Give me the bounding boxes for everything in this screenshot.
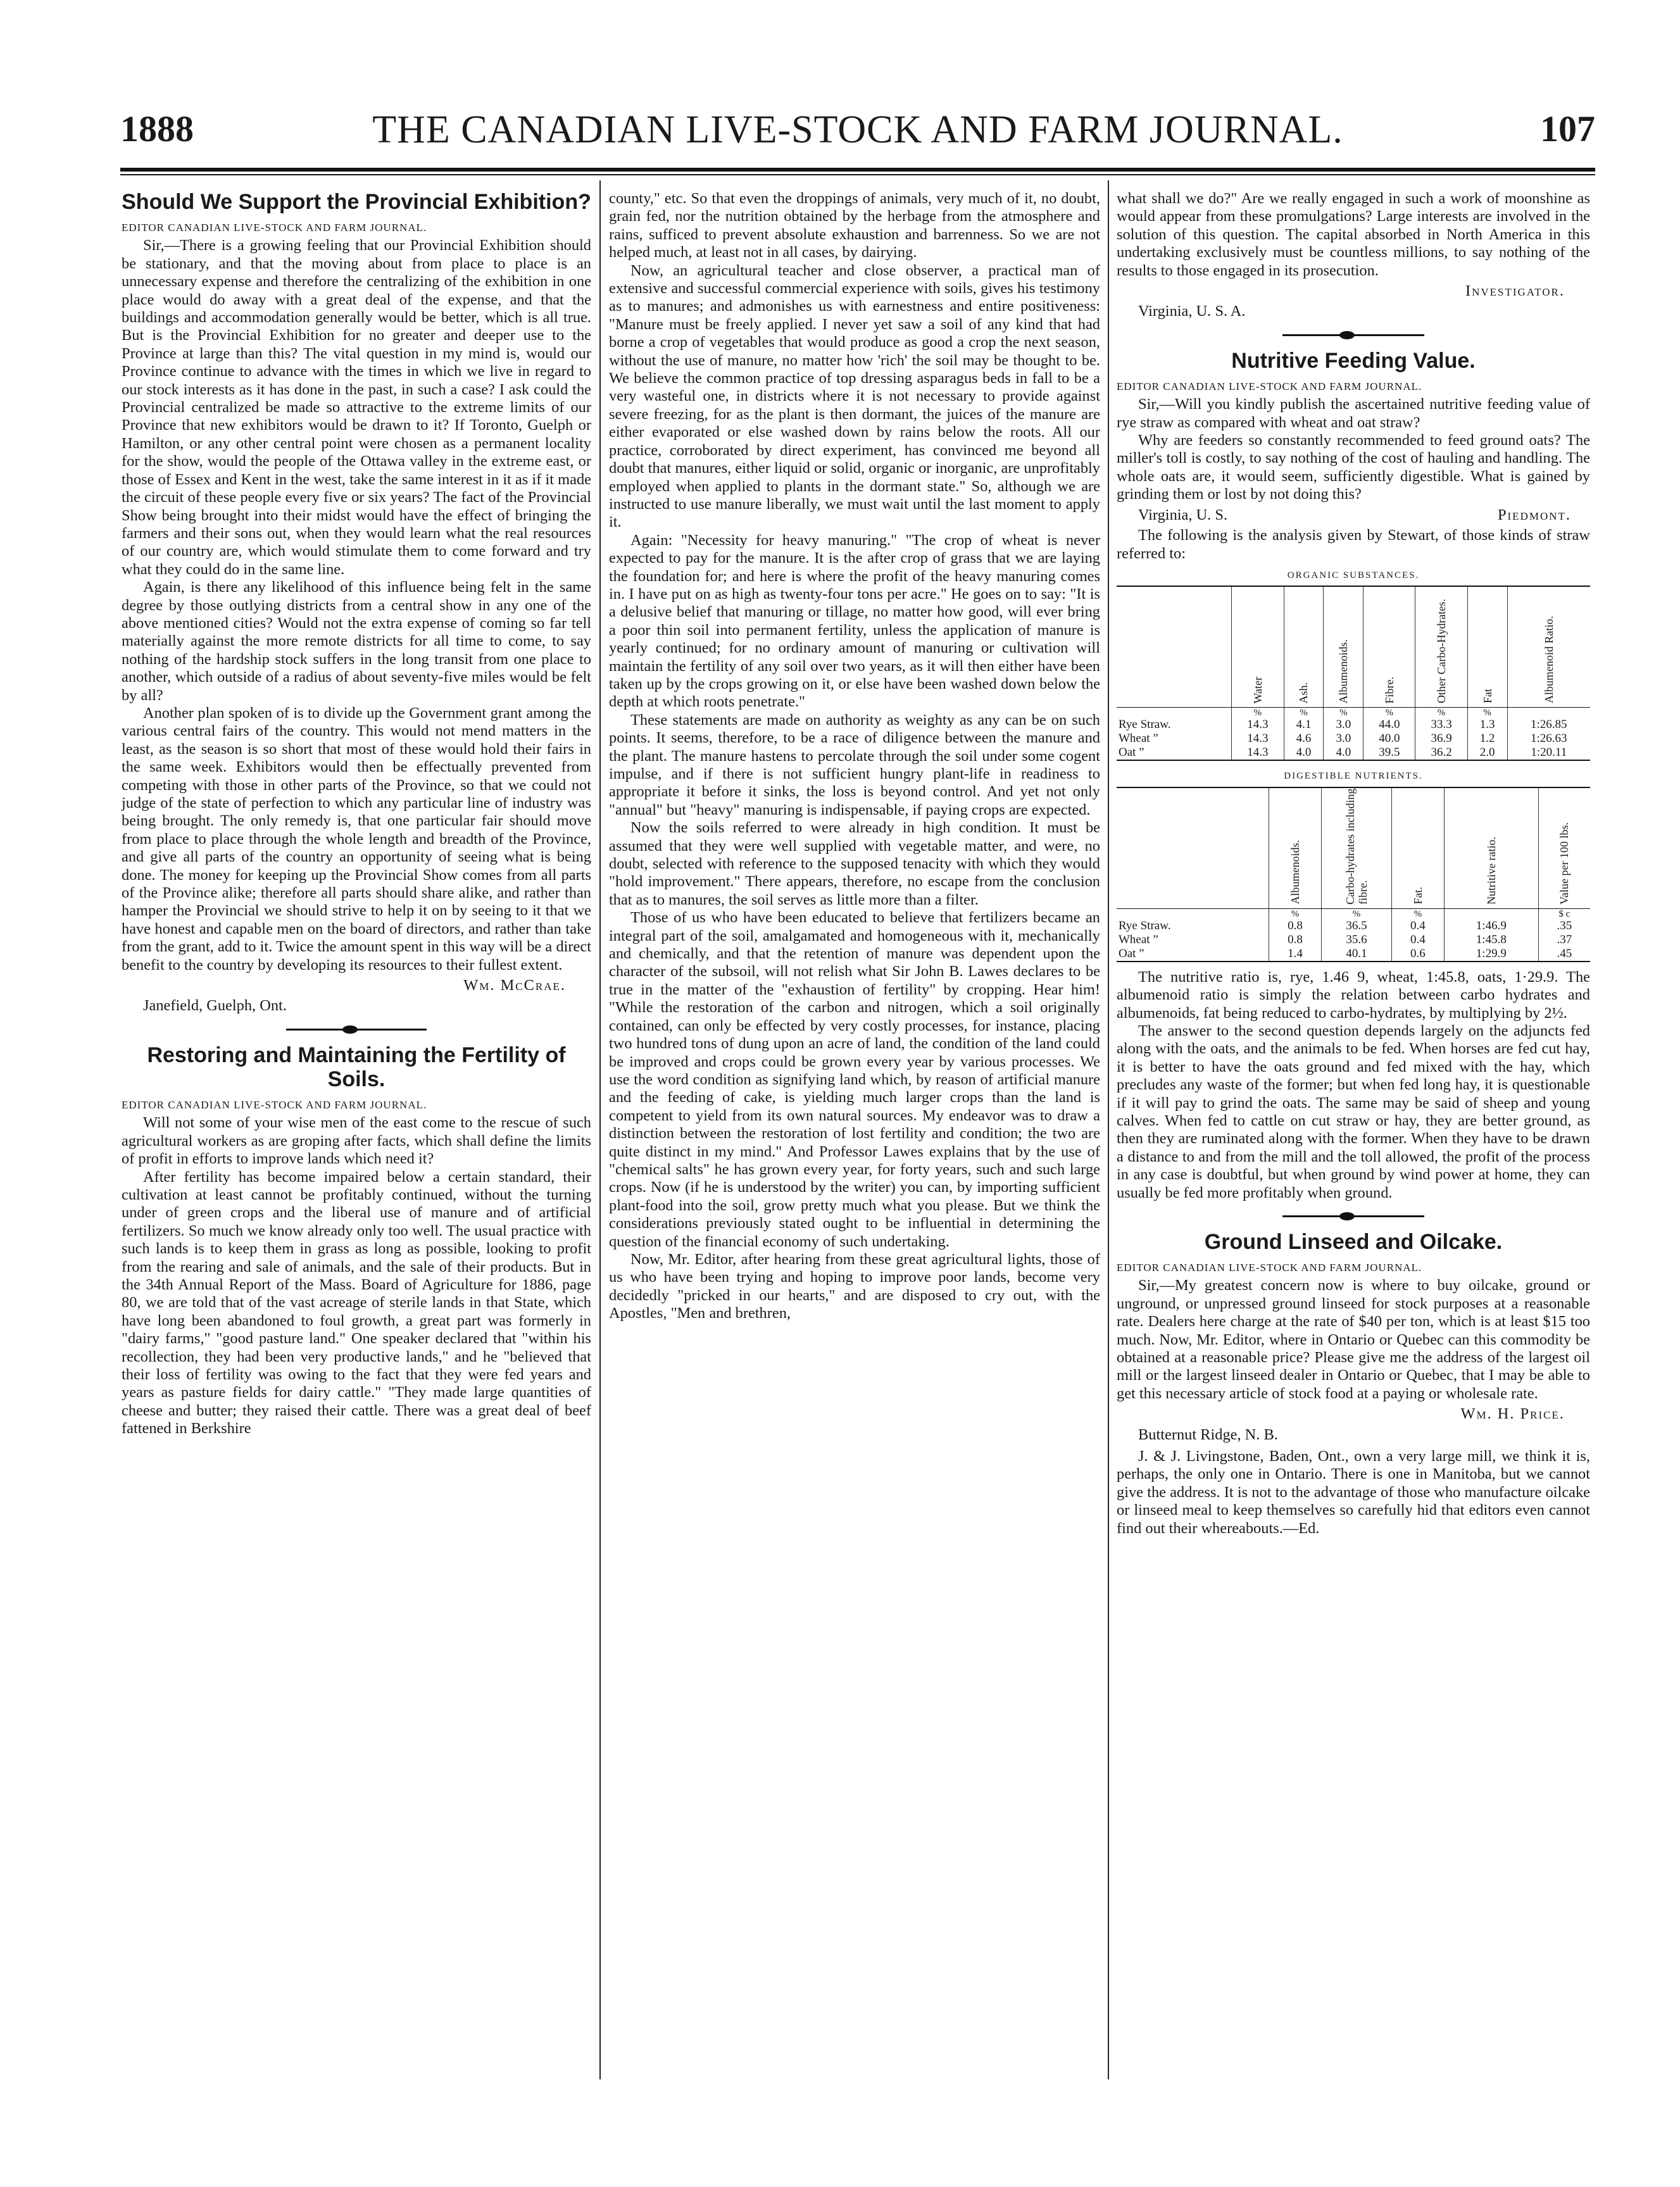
paragraph: Sir,—Will you kindly publish the ascertained nutritive feeding value of rye straw as compared with wheat and oat straw? (1117, 396, 1590, 431)
article-title: Should We Support the Provincial Exhibition? (122, 190, 591, 214)
column-header: Albumenoids. (1269, 787, 1321, 909)
column-header: Other Carbo-Hydrates. (1415, 586, 1467, 708)
paragraph: The following is the analysis given by Stewart, of those kinds of straw referred to: (1117, 527, 1590, 562)
paragraph: Those of us who have been educated to believe that fertilizers became an integral part of the soil, amalgamated and homogeneous with it, mechanically and chemically, and that the retention of manure was dependent upon the character of the subsoil, will not relish what Sir John B. Lawes declares to be true in the matter of the "exhaustion of fertility" by cropping. Hear him! "While the restoration of the carbon and nitrogen, which a soil originally contained, can only be effected by very costly processes, for instance, placing two hundred tons of dung upon an acre of land, the condition of the land could be improved and crops could be grown every year by various processes. We use the word condition as signifying land which, by reason of artificial manure and the feeding of cake, is yielding much larger crops than the land is competent to yield from its own natural sources. My endeavor was to draw a distinction between the restoration of lost fertility and condition; the two are quite distinct in my mind." And Professor Lawes explains that by the use of "chemical salts" he has grown every year, for forty years, such and such large crops. Now (if he is understood by the writer) you can, by importing sufficient plant-food into the soil, grow pretty much what you please. But we think the considerations previously stated ought to be influential in determining the question of the financial economy of such undertaking. (609, 909, 1100, 1250)
journal-title: THE CANADIAN LIVE-STOCK AND FARM JOURNAL. (372, 108, 1343, 151)
paragraph: The nutritive ratio is, rye, 1.46 9, wheat, 1:45.8, oats, 1·29.9. The albumenoid ratio is simply the relation between carbo hydrates and albumenoids, fat being reduced to carbo-hydrates, by multiplying by 2½. (1117, 968, 1590, 1022)
table-row: Rye Straw. 0.8 36.5 0.4 1:46.9 .35 (1117, 919, 1590, 933)
paragraph: These statements are made on authority as weighty as any can be on such points. It seems, therefore, to be a race of diligence between the manure and the plant. The manure hastens to percolate through the soil under some cogent impulse, and if there is not sufficient hungry plant-life in readiness to appropriate it before it sinks, the loss is beyond control. And yet not only "annual" but "heavy" manuring is indispensable, if paying crops are expected. (609, 711, 1100, 818)
column-header: Albumenoid Ratio. (1507, 586, 1590, 708)
editor-reply: J. & J. Livingstone, Baden, Ont., own a very large mill, we think it is, perhaps, the only one in Ontario. There is one in Manitoba, but we cannot give the address. It is not to the advantage of those who manufacture oilcake or linseed meal to keep themselves so carefully hid that editors even cannot find out their whereabouts.—Ed. (1117, 1448, 1590, 1537)
column-header: Value per 100 lbs. (1538, 787, 1590, 909)
paragraph: Again: "Necessity for heavy manuring." "The crop of wheat is never expected to pay for the manure. It is the after crop of grass that we are laying the foundation for; and here is where the profit of the heavy manuring comes in. I have put on as high as twenty-four tons per acre." He goes on to say: "It is a delusive belief that manuring or tillage, no matter how good, will ever bring a poor thin soil into permanent fertility, unless the application of manure is yearly continued; for no ordinary amount of manuring or cultivation will maintain the fertility of any soil over two years, as it will then either have been taken up by the crops growing on it, or else have been washed down below the depth at which roots penetrate." (609, 531, 1100, 711)
table-row: Rye Straw. 14.3 4.1 3.0 44.0 33.3 1.3 1:26.85 (1117, 718, 1590, 732)
editor-line: EDITOR CANADIAN LIVE-STOCK AND FARM JOURNAL. (122, 1098, 427, 1111)
section-divider (1117, 326, 1590, 344)
paragraph: After fertility has become impaired below a certain standard, their cultivation at least cannot be profitably continued, without the turning under of green crops and the liberal use of manure and of artificial fertilizers. So much we know already only too well. The usual practice with such lands is to keep them in grass as long as possible, looking to profit from the rearing and sale of animals, and the sale of their products. But in the 34th Annual Report of the Mass. Board of Agriculture for 1886, page 80, we are told that of the vast acreage of sterile lands in that State, which have long been abandoned to foul growth, a great part was formerly in "dairy farms," "good pasture land." One speaker declared that "within his recollection, they had been very productive lands," and he "believed that their loss of fertility was owing to the fact that they were fed years and years as pasture fields for dairy cattle." "They made large quantities of cheese and butter; they raised their cattle. There was a great deal of beef fattened in Berkshire (122, 1168, 591, 1438)
column-3 (1117, 190, 1590, 1538)
header-rule-thin (120, 174, 1595, 175)
units-row: % % % % % % (1117, 708, 1590, 718)
table-row: Wheat ” 14.3 4.6 3.0 40.0 36.9 1.2 1:26.63 (1117, 732, 1590, 746)
column-header: Carbo-hydrates including fibre. (1322, 787, 1392, 909)
table-row: Oat ” 14.3 4.0 4.0 39.5 36.2 2.0 1:20.11 (1117, 746, 1590, 760)
table-row: Wheat ” 0.8 35.6 0.4 1:45.8 .37 (1117, 933, 1590, 947)
paragraph: Now, Mr. Editor, after hearing from these great agricultural lights, those of us who have been trying and hoping to improve poor lands, become very decidedly "pricked in our hearts," and are disposed to cry out, with the Apostles, "Men and brethren, (609, 1250, 1100, 1322)
paragraph: The answer to the second question depends largely on the adjuncts fed along with the oats, and the animals to be fed. When horses are fed cut hay, it is better to have the oats ground and fed mixed with the hay, which precludes any waste of the former; but when fed long hay, it is questionable if it will pay to grind the oats. The same may be said of sheep and young calves. When fed to cattle on cut straw or hay, they are better ground, as then they are ruminated along with the former. When they have to be drawn a distance to and from the mill and the toll allowed, the profit of the process in any case is doubtful, but when ground by wind power at home, they can usually be fed more profitably when ground. (1117, 1022, 1590, 1201)
column-header: Ash. (1284, 586, 1324, 708)
header-rule (120, 168, 1595, 172)
column-header: Fat (1467, 586, 1507, 708)
table-caption: DIGESTIBLE NUTRIENTS. (1284, 771, 1423, 782)
digestible-nutrients-table (1117, 787, 1590, 962)
paragraph: Another plan spoken of is to divide up the Government grant among the various central fairs of the country. This would not mend matters in the least, as the season is so short that most of these would hold their fairs in the same week. Exhibitors would then be effectually prevented from competing with those in other parts of the Province, so that we could not judge of the state of perfection to which any particular line of industry was being brought. The only remedy is, that one particular fair should move from place to place through the whole length and breadth of the Province, and give all parts of the country an opportunity of seeing what is being done. The money for keeping up the Provincial Show comes from all parts of the Province alike; therefore all parts should share alike, and rather than hamper the Provincial we should strive to help it on by seeing to it that we have honest and capable men on the board of directors, and rather than take from the grant, add to it. Twice the amount spent in this way will be a direct benefit to the country by developing its resources to their fullest extent. (122, 704, 591, 974)
paragraph: Why are feeders so constantly recommended to feed ground oats? The miller's toll is costly, to say nothing of the cost of hauling and handling. The whole oats are, it would seem, sufficiently digestible. What is gained by grinding them or lost by not doing this? (1117, 432, 1590, 503)
editor-line: EDITOR CANADIAN LIVE-STOCK AND FARM JOURNAL. (1117, 380, 1422, 392)
column-header: Albumenoids. (1324, 586, 1363, 708)
dateline: Virginia, U. S. A. (1138, 303, 1246, 320)
page-number: 107 (1540, 108, 1595, 149)
paragraph: Will not some of your wise men of the east come to the rescue of such agricultural workers as are groping after facts, which shall define the limits of profit in efforts to improve lands which need it? (122, 1114, 591, 1168)
dateline: Virginia, U. S. (1138, 506, 1228, 523)
header-year: 1888 (120, 108, 194, 149)
editor-line: EDITOR CANADIAN LIVE-STOCK AND FARM JOURNAL. (122, 222, 427, 234)
signature: Wm. H. Price. (1460, 1405, 1565, 1423)
column-header (1117, 787, 1269, 909)
table-row: Oat ” 1.4 40.1 0.6 1:29.9 .45 (1117, 947, 1590, 962)
article-title: Ground Linseed and Oilcake. (1204, 1230, 1503, 1254)
section-divider (122, 1020, 591, 1038)
paragraph: Sir,—There is a growing feeling that our Provincial Exhibition should be stationary, and that the moving about from place to place is an unnecessary expense and therefore the centralizing of the exhibition in one place would do away with a great deal of the expense, and that the buildings and accommodation generally would be better, which is all true. But is the Provincial Exhibition for no greater and deeper use to the Province at large than this? The vital question in my mind is, would our Province continue to advance with the times in which we live in regard to our stock interests as it has done in the past, in such a case? I ask could the Provincial centralized be made so attractive to the extreme limits of our Province that new exhibitors would be drawn to it? If Toronto, Guelph or Hamilton, or any other central point were chosen as a permanent locality for the show, would the people of the Ottawa valley in the extreme east, or those of Essex and Kent in the west, take the same interest in it as if it made the circuit of these people every five or six years? The fact of the Provincial Show being brought into their midst would have the effect of bringing the farmers and their sons out, when they would learn what the real resources of our country are, which would stimulate them to come forward and try what they could do in the same line. (122, 237, 591, 578)
dateline: Butternut Ridge, N. B. (1138, 1426, 1278, 1443)
dateline: Janefield, Guelph, Ont. (143, 997, 287, 1015)
organic-substances-table (1117, 586, 1590, 761)
paragraph: Now, an agricultural teacher and close observer, a practical man of extensive and successful commercial experience with soils, gives his testimony as to manures; and admonishes us with earnestness and entire positiveness: "Manure must be freely applied. I never yet saw a soil of any kind that had borne a crop of vegetables that would produce as good a crop the next season, without the use of manure, no matter how 'rich' the soil may be thought to be. We believe the common practice of top dressing asparagus beds in fall to be a very wasteful one, in districts where it is not necessary to provide against severe freezing, for as the plant is then dormant, the juices of the manure are either evaporated or else washed down by rains below the roots. All our practice, corroborated by direct experiment, has convinced me beyond all doubt that manures, either liquid or solid, organic or inorganic, are unprofitably employed when applied to plants in the dormant state." So, although we are instructed to use manure liberally, we must wait until the last moment to apply it. (609, 261, 1100, 531)
dateline-row (1117, 506, 1590, 524)
paragraph: county," etc. So that even the droppings of animals, very much of it, no doubt, grain fed, nor the nutrition obtained by the herbage from the atmosphere and rains, sufficed to prevent absolute exhaustion and barrenness. So we are not helped much, at least not in all cases, by dairying. (609, 190, 1100, 261)
signature: Piedmont. (1497, 506, 1571, 523)
signature: Wm. McCrae. (463, 977, 566, 994)
column-2 (609, 190, 1100, 1323)
paragraph: Sir,—My greatest concern now is where to buy oilcake, ground or unground, or unpressed ground linseed for stock purposes at a reasonable rate. Dealers here charge at the rate of $40 per ton, which is at least $15 too much. Now, Mr. Editor, where in Ontario or Quebec can this commodity be obtained at a reasonable price? Please give me the address of the largest oil mill or the largest linseed dealer in Ontario or Quebec, that I may be able to get this necessary article of stock food at a paying or wholesale rate. (1117, 1277, 1590, 1402)
paragraph: what shall we do?" Are we really engaged in such a work of moonshine as would appear from these promulgations? Large interests are involved in the solution of this question. The capital absorbed in North America in this undertaking exclusively must be countless millions, to say nothing of the results to those engaged in its prosecution. (1117, 190, 1590, 279)
paragraph: Now the soils referred to were already in high condition. It must be assumed that they were well supplied with vegetable matter, and were, no doubt, selected with reference to the supposed tenacity with which they would "hold improvement." There appears, therefore, no escape from the conclusion that as to manures, the soil serves as little more than a filter. (609, 819, 1100, 908)
column-1 (122, 190, 591, 1438)
column-divider (1108, 180, 1109, 2079)
article-title: Nutritive Feeding Value. (1231, 348, 1476, 373)
editor-line: EDITOR CANADIAN LIVE-STOCK AND FARM JOURNAL. (1117, 1262, 1422, 1274)
column-header (1117, 586, 1232, 708)
section-divider (1117, 1207, 1590, 1225)
column-divider (599, 180, 601, 2079)
signature: Investigator. (1465, 282, 1565, 300)
page-header (120, 108, 1595, 165)
column-header: Nutritive ratio. (1444, 787, 1538, 909)
column-header: Fat. (1391, 787, 1444, 909)
units-row: % % % $ c (1117, 908, 1590, 919)
paragraph: Again, is there any likelihood of this influence being felt in the same degree by those outlying districts from a central show in any one of the above mentioned cities? Would not the extra expense of coming so far tell materially against the more remote districts for all time to come, to say nothing of the hardship stock suffers in the long transit from one place to another, which outside of a radius of about seventy-five miles would be felt by all? (122, 579, 591, 704)
column-header: Fibre. (1363, 586, 1415, 708)
column-header: Water (1232, 586, 1284, 708)
table-caption: ORGANIC SUBSTANCES. (1287, 570, 1420, 580)
article-title: Restoring and Maintaining the Fertility of Soils. (147, 1043, 566, 1091)
